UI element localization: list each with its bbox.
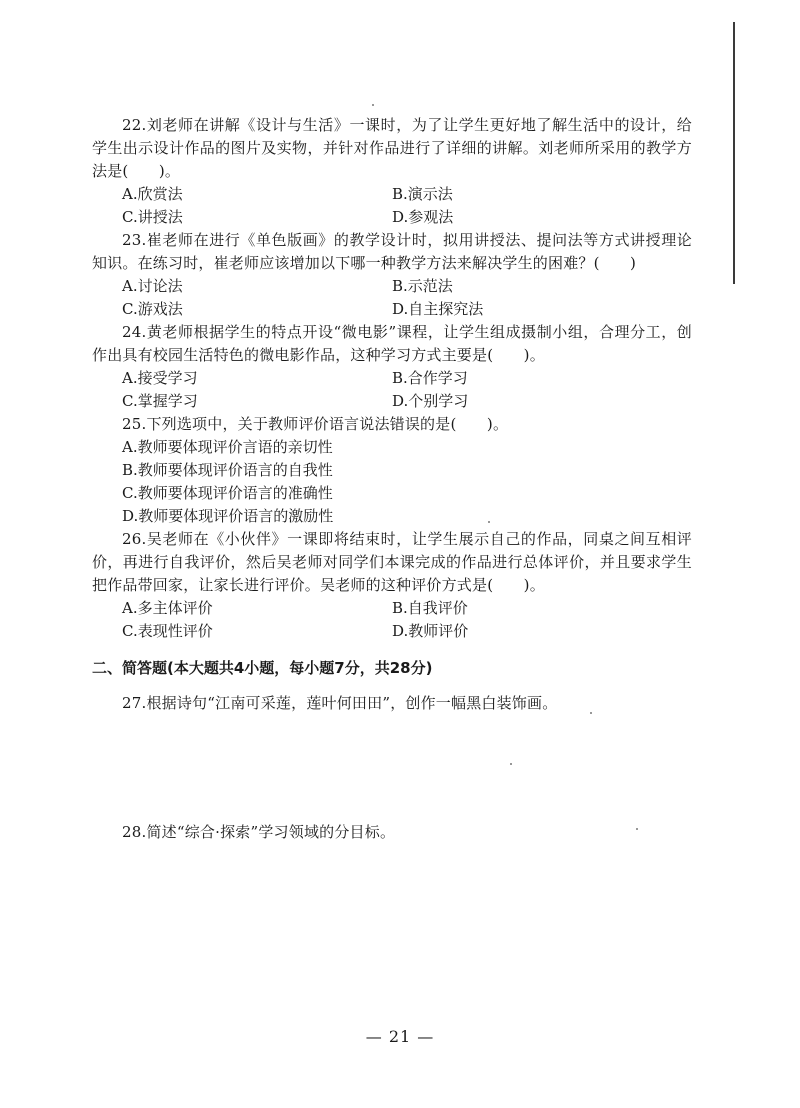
option-b: B.演示法 [392,185,453,203]
option-b: B.自我评价 [392,599,468,617]
option-row [92,298,692,321]
question-text: 24.黄老师根据学生的特点开设“微电影”课程，让学生组成摄制小组，合理分工，创作出具有校园生活特色的微电影作品，这种学习方式主要是( )。 [92,323,692,364]
option-a: A.欣赏法 [122,185,183,203]
option-row [92,620,692,643]
option-c: C.讲授法 [122,208,183,226]
question-27-text: 27.根据诗句“江南可采莲，莲叶何田田”，创作一幅黑白装饰画。 [122,694,558,712]
question-25 [92,413,692,528]
question-26 [92,528,692,643]
question-23 [92,229,692,321]
option-row [92,183,692,206]
question-22 [92,114,692,229]
question-24 [92,321,692,413]
question-text: 22.刘老师在讲解《设计与生活》一课时，为了让学生更好地了解生活中的设计，给学生出示设计作品的图片及实物，并针对作品进行了详细的讲解。刘老师所采用的教学方法是( )。 [92,116,692,180]
option-c: C.表现性评价 [122,622,213,640]
question-text: 25.下列选项中，关于教师评价语言说法错误的是( )。 [122,415,509,433]
option-b: B.教师要体现评价语言的自我性 [122,461,333,479]
option-row [92,275,692,298]
question-text: 26.吴老师在《小伙伴》一课即将结束时，让学生展示自己的作品，同桌之间互相评价，再进行自我评价，然后吴老师对同学们本课完成的作品进行总体评价，并且要求学生把作品带回家，让家长进行评价。吴老师的这种评价方式是( )。 [92,530,692,594]
option-c: C.掌握学习 [122,392,198,410]
page-number: — 21 — [365,1027,435,1046]
exam-content [92,114,692,844]
option-d: D.教师要体现评价语言的激励性 [122,507,334,525]
option-row [92,597,692,620]
option-b: B.合作学习 [392,369,468,387]
option-a: A.教师要体现评价言语的亲切性 [122,438,333,456]
option-c: C.游戏法 [122,300,183,318]
question-28-text: 28.简述“综合·探索”学习领域的分目标。 [122,823,396,841]
option-column [92,436,692,528]
option-d: D.个别学习 [392,392,469,410]
option-a: A.多主体评价 [122,599,213,617]
option-row [92,390,692,413]
section-title: 二、简答题(本大题共4小题，每小题7分，共28分) [92,659,433,677]
option-row [92,206,692,229]
scan-edge-line [733,22,735,284]
question-text: 23.崔老师在进行《单色版画》的教学设计时，拟用讲授法、提问法等方式讲授理论知识。在练习时，崔老师应该增加以下哪一种教学方法来解决学生的困难？( ) [92,231,692,272]
option-d: D.教师评价 [392,622,469,640]
option-row [92,367,692,390]
option-d: D.参观法 [392,208,454,226]
answer-space [92,715,692,821]
option-d: D.自主探究法 [392,300,484,318]
option-b: B.示范法 [392,277,453,295]
option-c: C.教师要体现评价语言的准确性 [122,484,333,502]
scan-speck [372,104,374,106]
option-a: A.讨论法 [122,277,183,295]
option-a: A.接受学习 [122,369,198,387]
